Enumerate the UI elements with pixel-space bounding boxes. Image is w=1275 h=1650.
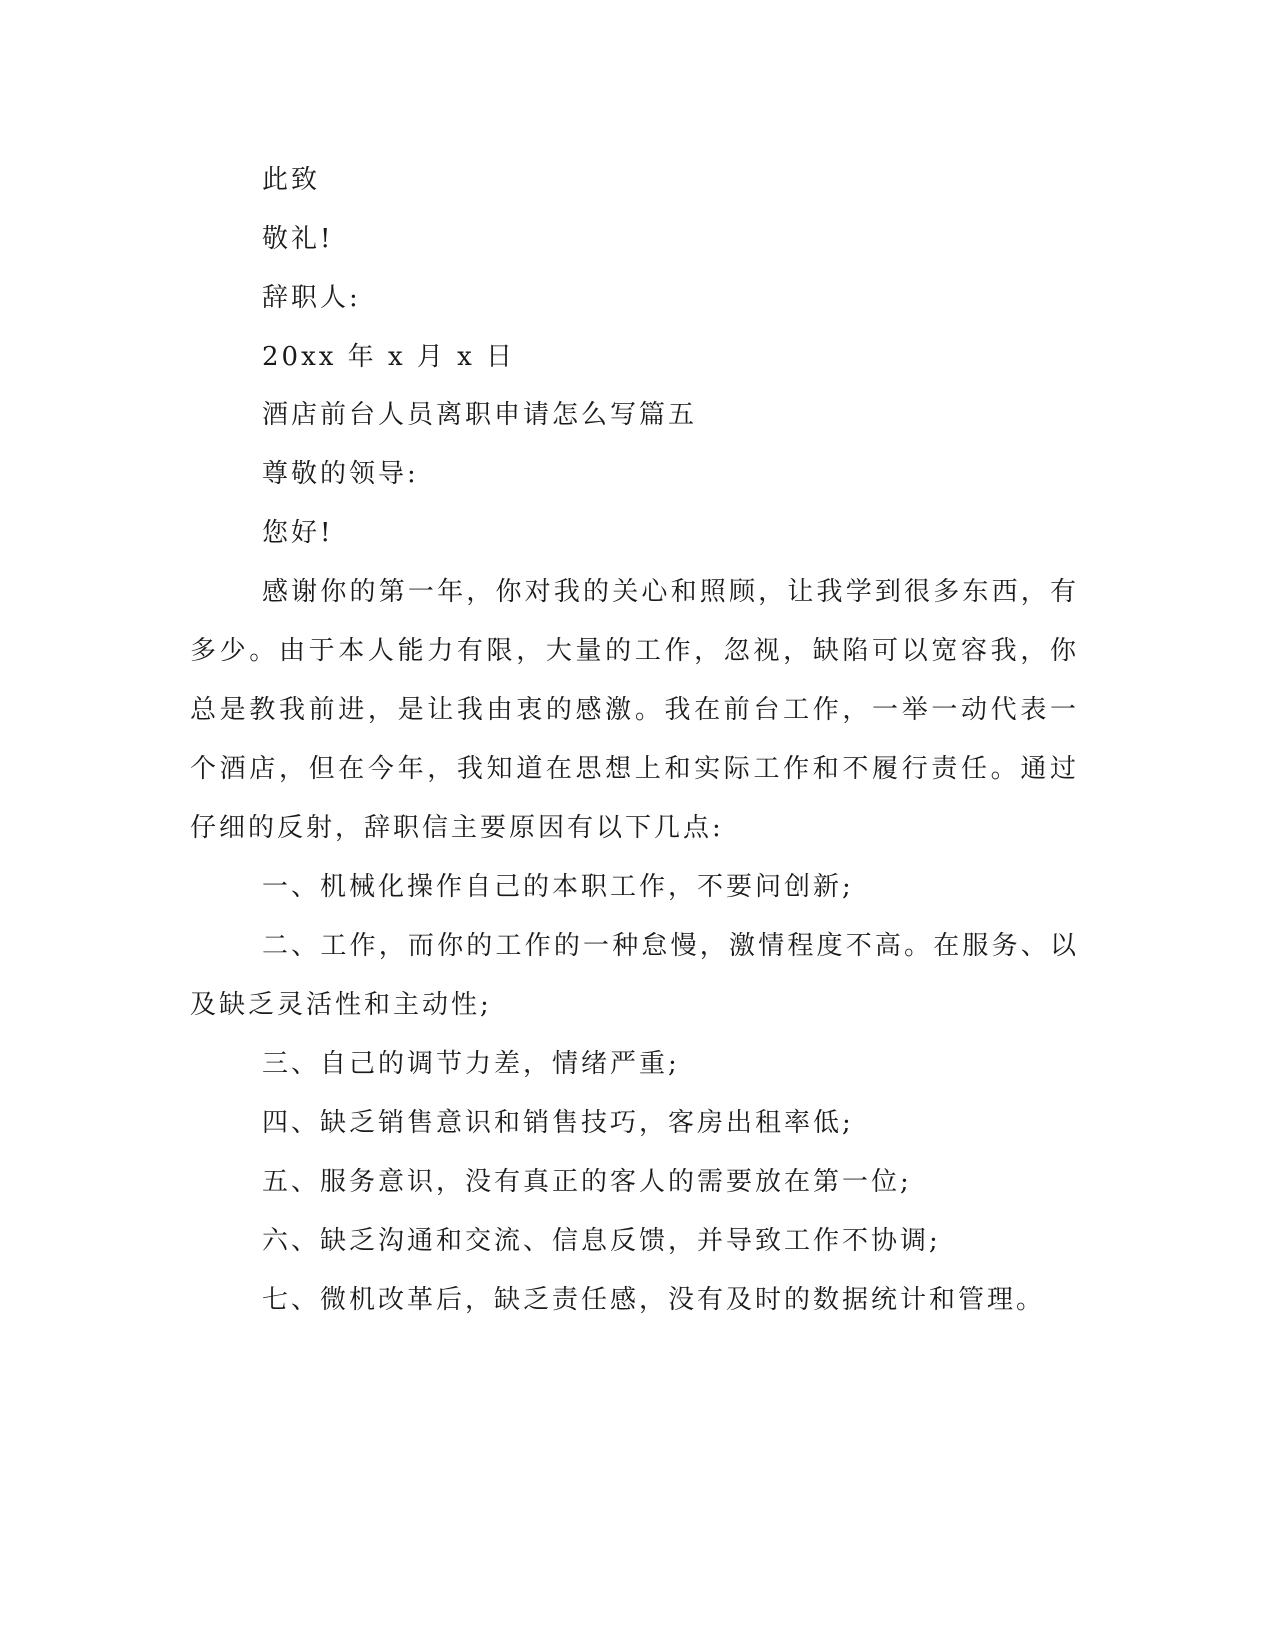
date-line: 20xx 年 x 月 x 日: [262, 342, 516, 372]
reason-item-continuation: 及缺乏灵活性和主动性;: [190, 990, 492, 1020]
closing-cizhi: 此致: [262, 165, 321, 195]
body-line: 感谢你的第一年，你对我的关心和照顾，让我学到很多东西，有: [262, 577, 1078, 607]
salutation: 尊敬的领导:: [262, 459, 419, 489]
section-title: 酒店前台人员离职申请怎么写篇五: [262, 400, 698, 430]
reason-item: 七、微机改革后，缺乏责任感，没有及时的数据统计和管理。: [262, 1285, 1046, 1315]
body-line: 个酒店，但在今年，我知道在思想上和实际工作和不履行责任。通过: [190, 754, 1078, 784]
reason-item: 六、缺乏沟通和交流、信息反馈，并导致工作不协调;: [262, 1226, 941, 1256]
reason-item: 一、机械化操作自己的本职工作，不要问创新;: [262, 872, 854, 902]
body-line: 总是教我前进，是让我由衷的感激。我在前台工作，一举一动代表一: [190, 695, 1078, 725]
reason-item: 三、自己的调节力差，情绪严重;: [262, 1049, 680, 1079]
reason-item: 五、服务意识，没有真正的客人的需要放在第一位;: [262, 1167, 912, 1197]
body-line: 仔细的反射，辞职信主要原因有以下几点:: [190, 813, 724, 843]
reason-item: 四、缺乏销售意识和销售技巧，客房出租率低;: [262, 1108, 854, 1138]
signer-label: 辞职人:: [262, 283, 361, 313]
body-line: 多少。由于本人能力有限，大量的工作，忽视，缺陷可以宽容我，你: [190, 636, 1078, 666]
greeting: 您好!: [262, 518, 334, 548]
closing-jingli: 敬礼!: [262, 224, 334, 254]
reason-item: 二、工作，而你的工作的一种怠慢，激情程度不高。在服务、以: [262, 931, 1078, 961]
